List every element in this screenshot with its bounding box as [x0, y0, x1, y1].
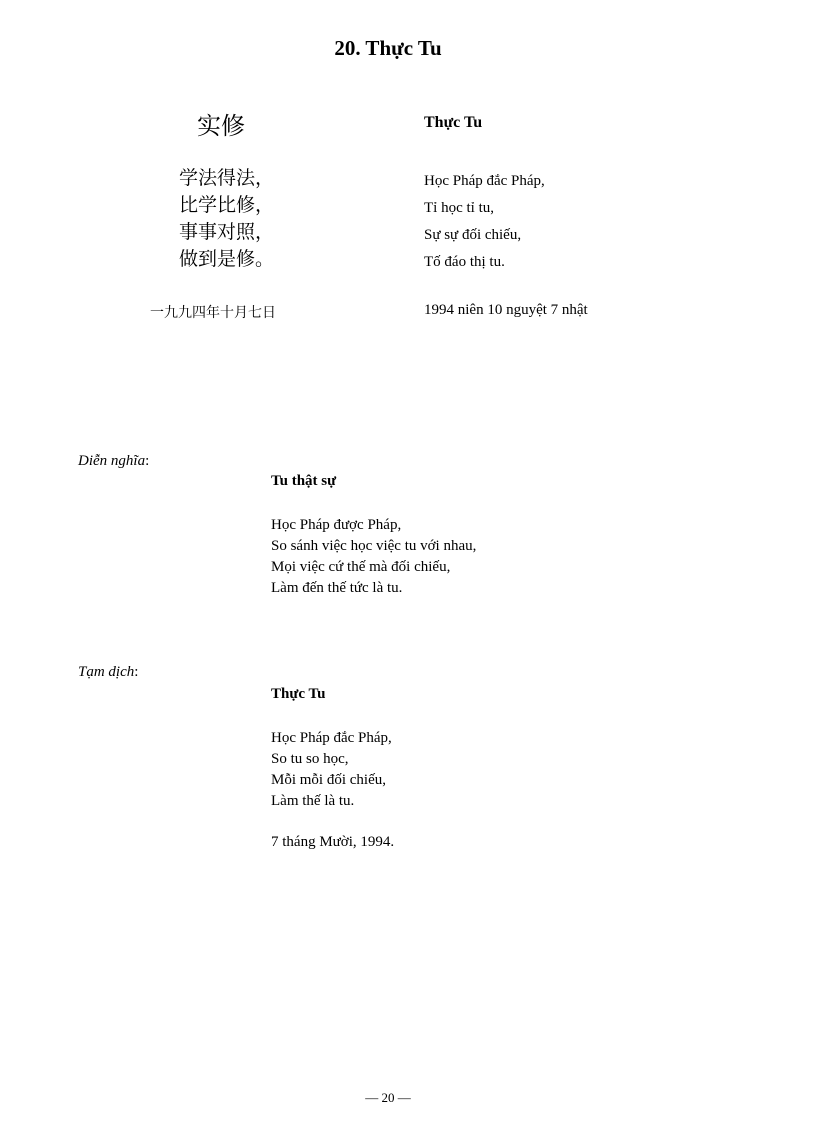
page-number: — 20 —	[365, 1090, 411, 1105]
chinese-poem-body	[179, 165, 274, 273]
transliteration-line: Sự sự đối chiếu,	[424, 227, 522, 243]
transliteration-body	[424, 168, 545, 276]
dien-nghia-body	[271, 515, 476, 599]
dien-nghia-title: Tu thật sự	[271, 473, 337, 489]
tam-dich-line: Mỗi mỗi đối chiếu,	[271, 772, 386, 788]
tam-dich-date: 7 tháng Mười, 1994.	[271, 834, 395, 850]
transliteration-date: 1994 niên 10 nguyệt 7 nhật	[424, 302, 588, 318]
chinese-date: 一九九四年十月七日	[150, 305, 276, 321]
dien-nghia-line: Mọi việc cứ thế mà đối chiếu,	[271, 559, 451, 575]
tam-dich-body	[271, 728, 392, 812]
transliteration-line: Tỉ học tỉ tu,	[424, 200, 494, 216]
dien-nghia-line: Làm đến thế tức là tu.	[271, 580, 403, 596]
tam-dich-label: Tạm dịch:	[78, 664, 139, 680]
chinese-line: 学法得法，	[179, 167, 275, 189]
transliteration-title: Thực Tu	[424, 114, 483, 131]
tam-dich-title: Thực Tu	[271, 686, 326, 702]
dien-nghia-label-text: Diễn nghĩa	[78, 453, 146, 469]
transliteration-line: Tố đáo thị tu.	[424, 254, 505, 270]
chinese-line: 事事对照，	[179, 221, 275, 243]
tam-dich-line: Làm thế là tu.	[271, 793, 355, 809]
chinese-line: 比学比修，	[179, 194, 275, 216]
dien-nghia-line: Học Pháp được Pháp,	[271, 517, 402, 533]
page-title: 20. Thực Tu	[334, 36, 442, 60]
chinese-poem-title: 实修	[197, 112, 245, 140]
tam-dich-label-text: Tạm dịch	[78, 664, 135, 680]
transliteration-line: Học Pháp đắc Pháp,	[424, 173, 545, 189]
dien-nghia-label: Diễn nghĩa:	[78, 453, 150, 469]
dien-nghia-line: So sánh việc học việc tu với nhau,	[271, 538, 477, 554]
tam-dich-line: Học Pháp đắc Pháp,	[271, 730, 392, 746]
chinese-line: 做到是修。	[179, 248, 275, 270]
tam-dich-line: So tu so học,	[271, 751, 349, 767]
